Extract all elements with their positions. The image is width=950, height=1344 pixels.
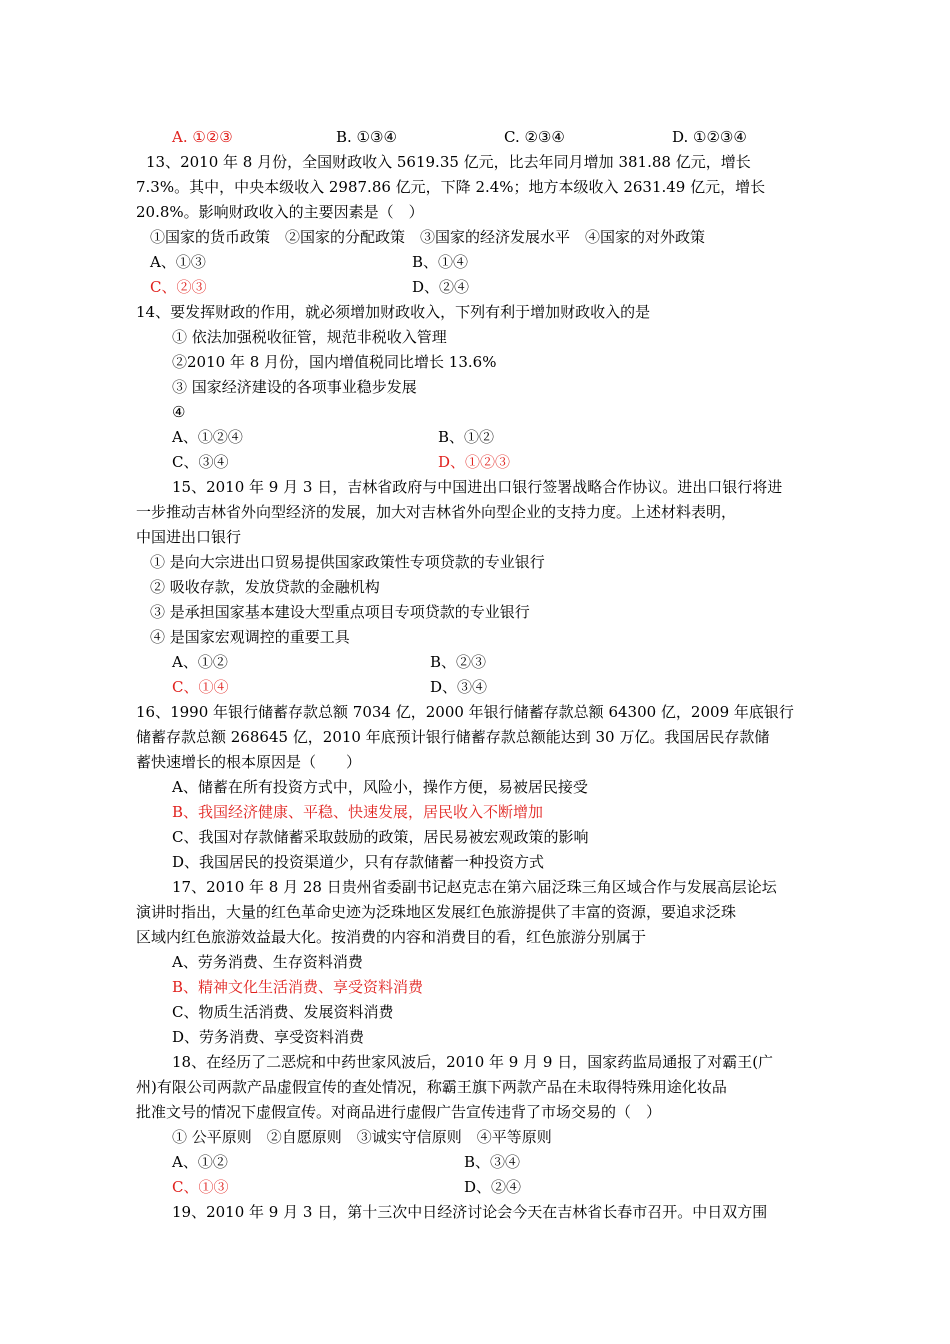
q16-option-a: A、储蓄在所有投资方式中，风险小，操作方便，易被居民接受 — [172, 778, 588, 796]
q13-option-b: B、①④ — [412, 253, 469, 271]
q18-option-d: D、②④ — [464, 1178, 522, 1196]
q17-option-b: B、精神文化生活消费、享受资料消费 — [172, 978, 424, 996]
q18-option-b: B、③④ — [464, 1153, 521, 1171]
q13-option-c: C、②③ — [150, 278, 207, 296]
q14-item: ③ 国家经济建设的各项事业稳步发展 — [172, 378, 417, 396]
q16-option-b: B、我国经济健康、平稳、快速发展，居民收入不断增加 — [172, 803, 544, 821]
q18-option-a: A、①② — [172, 1153, 228, 1171]
q17-option-a: A、劳务消费、生存资料消费 — [172, 953, 363, 971]
q15-option-b: B、②③ — [430, 653, 487, 671]
q16-stem-line: 蓄快速增长的根本原因是（ ） — [136, 753, 362, 771]
q16-option-d: D、我国居民的投资渠道少，只有存款储蓄一种投资方式 — [172, 853, 545, 871]
q14-option-a: A、①②④ — [172, 428, 243, 446]
q15-item: ① 是向大宗进出口贸易提供国家政策性专项贷款的专业银行 — [150, 553, 545, 571]
q12-option-d: D. ①②③④ — [672, 128, 747, 146]
q16-stem-line: 储蓄存款总额 268645 亿，2010 年底预计银行储蓄存款总额能达到 30 万亿。我国居民存款储 — [136, 728, 770, 746]
q15-option-c: C、①④ — [172, 678, 229, 696]
q14-option-c: C、③④ — [172, 453, 229, 471]
q14-item: ① 依法加强税收征管，规范非税收入管理 — [172, 328, 447, 346]
q17-stem-line: 区域内红色旅游效益最大化。按消费的内容和消费目的看，红色旅游分别属于 — [136, 928, 647, 946]
q14-item: ④ — [172, 403, 186, 421]
q15-item: ② 吸收存款，发放贷款的金融机构 — [150, 578, 380, 596]
q13-stem-line: 7.3%。其中，中央本级收入 2987.86 亿元，下降 2.4%；地方本级收入 2631.49 亿元，增长 — [136, 178, 766, 196]
q12-option-b: B. ①③④ — [336, 128, 397, 146]
q18-items: ① 公平原则 ②自愿原则 ③诚实守信原则 ④平等原则 — [172, 1128, 552, 1146]
q15-item: ③ 是承担国家基本建设大型重点项目专项贷款的专业银行 — [150, 603, 530, 621]
q12-option-a: A. ①②③ — [172, 128, 233, 146]
q14-stem-line: 14、要发挥财政的作用，就必须增加财政收入，下列有利于增加财政收入的是 — [136, 303, 651, 321]
q15-stem-line: 15、2010 年 9 月 3 日，吉林省政府与中国进出口银行签署战略合作协议。进出口银行将进 — [172, 478, 783, 496]
q13-stem-line: 20.8%。影响财政收入的主要因素是（ ） — [136, 203, 424, 221]
q18-option-c: C、①③ — [172, 1178, 229, 1196]
q17-stem-line: 演讲时指出，大量的红色革命史迹为泛珠地区发展红色旅游提供了丰富的资源，要追求泛珠 — [136, 903, 737, 921]
q13-stem-line: 13、2010 年 8 月份，全国财政收入 5619.35 亿元，比去年同月增加 381.88 亿元，增长 — [146, 153, 751, 171]
q17-option-d: D、劳务消费、享受资料消费 — [172, 1028, 365, 1046]
q18-stem-line: 批准文号的情况下虚假宣传。对商品进行虚假广告宣传违背了市场交易的（ ） — [136, 1103, 662, 1121]
q18-stem-line: 18、在经历了二恶烷和中药世家风波后，2010 年 9 月 9 日，国家药监局通报了对霸王(广 — [172, 1053, 774, 1071]
q15-option-d: D、③④ — [430, 678, 488, 696]
q19-stem-line: 19、2010 年 9 月 3 日，第十三次中日经济讨论会今天在吉林省长春市召开。中日双方围 — [172, 1203, 768, 1221]
q16-option-c: C、我国对存款储蓄采取鼓励的政策，居民易被宏观政策的影响 — [172, 828, 589, 846]
q14-option-d: D、①②③ — [438, 453, 511, 471]
q15-stem-line: 中国进出口银行 — [136, 528, 242, 546]
q15-option-a: A、①② — [172, 653, 228, 671]
q16-stem-line: 16、1990 年银行储蓄存款总额 7034 亿，2000 年银行储蓄存款总额 64300 亿，2009 年底银行 — [136, 703, 794, 721]
q17-stem-line: 17、2010 年 8 月 28 日贵州省委副书记赵克志在第六届泛珠三角区域合作与发展高层论坛 — [172, 878, 777, 896]
q13-option-a: A、①③ — [150, 253, 206, 271]
q13-items: ①国家的货币政策 ②国家的分配政策 ③国家的经济发展水平 ④国家的对外政策 — [150, 228, 706, 246]
q15-stem-line: 一步推动吉林省外向型经济的发展，加大对吉林省外向型企业的支持力度。上述材料表明， — [136, 503, 737, 521]
q14-option-b: B、①② — [438, 428, 495, 446]
q13-option-d: D、②④ — [412, 278, 470, 296]
q12-option-c: C. ②③④ — [504, 128, 565, 146]
q14-item: ②2010 年 8 月份，国内增值税同比增长 13.6% — [172, 353, 497, 371]
q15-item: ④ 是国家宏观调控的重要工具 — [150, 628, 350, 646]
q18-stem-line: 州)有限公司两款产品虚假宣传的查处情况，称霸王旗下两款产品在未取得特殊用途化妆品 — [136, 1078, 727, 1096]
q17-option-c: C、物质生活消费、发展资料消费 — [172, 1003, 394, 1021]
